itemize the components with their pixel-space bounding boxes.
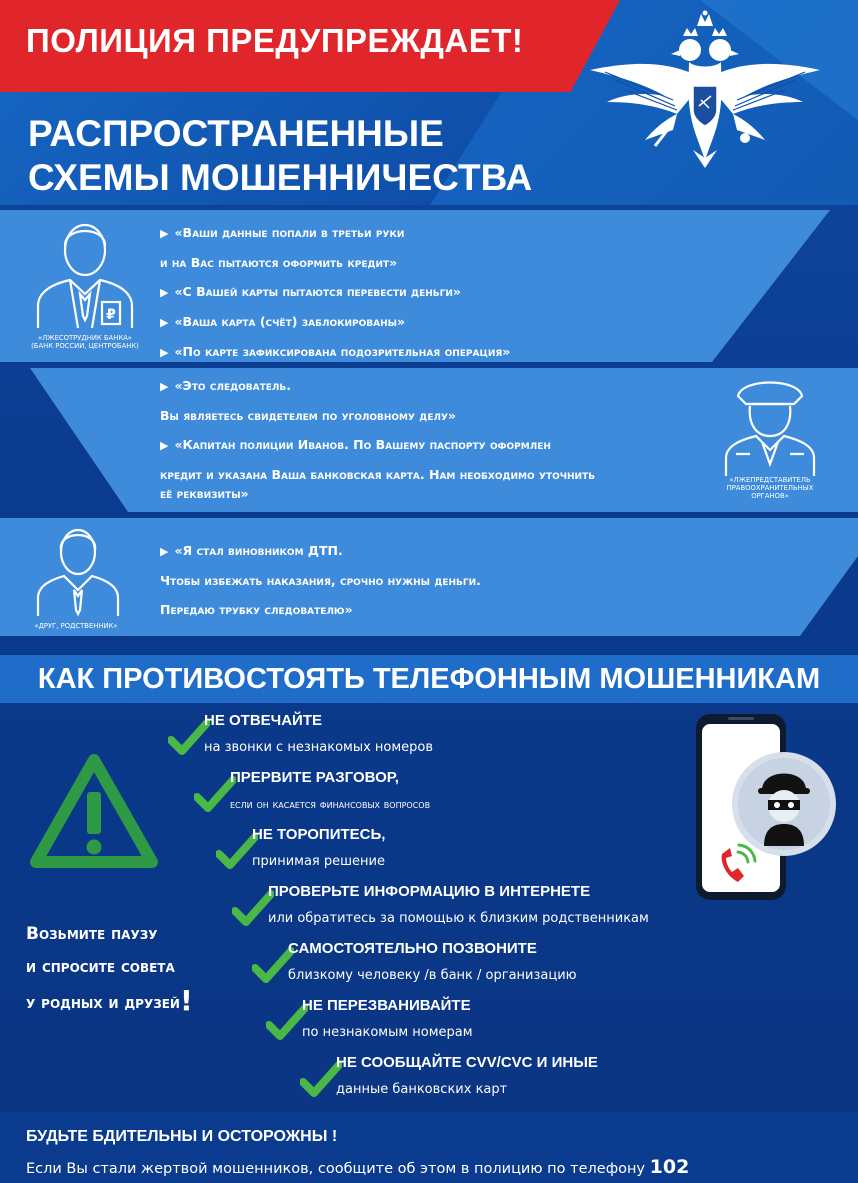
svg-text:₽: ₽ — [106, 307, 116, 323]
tip-5-text: близкому человеку /в банк / организацию — [288, 968, 577, 983]
bank-phrase-4: ▶ «По карте зафиксирована подозрительная операция» — [160, 337, 510, 367]
pause-advice-line3-text: у родных и друзей — [26, 993, 180, 1013]
tip-1-text: на звонки с незнакомых номеров — [204, 740, 434, 755]
resist-title: КАК ПРОТИВОСТОЯТЬ ТЕЛЕФОННЫМ МОШЕННИКАМ — [37, 663, 821, 695]
double-headed-eagle-emblem-icon — [585, 10, 825, 170]
tip-2-text: если он касается финансовых вопросов — [230, 797, 431, 811]
bank-phrase-3: ▶ «Ваша карта (счёт) заблокированы» — [160, 307, 510, 337]
police-phone-number: 102 — [649, 1156, 690, 1178]
police-officer-caption-line3: ОРГАНОВ» — [751, 492, 789, 500]
footer-report — [26, 1156, 689, 1178]
page-title-line1: РАСПРОСТРАНЕННЫЕ — [28, 113, 444, 154]
pause-advice-line1: Возьмите паузу — [26, 924, 158, 944]
police-officer-caption — [700, 476, 840, 500]
page-title-line2: СХЕМЫ МОШЕННИЧЕСТВА — [28, 157, 533, 198]
bank-employee-icon — [30, 216, 140, 330]
footer-warning: БУДЬТЕ БДИТЕЛЬНЫ И ОСТОРОЖНЫ ! — [26, 1128, 338, 1145]
bank-phrase-1-cont: и на Вас пытаются оформить кредит» — [160, 255, 398, 270]
bank-phrase-1: ▶ «Ваши данные попали в третьи руки — [160, 218, 510, 248]
scheme-band-bank — [0, 210, 858, 362]
police-scheme-phrases — [160, 371, 595, 508]
warning-triangle-icon — [30, 752, 158, 870]
pause-advice-line2: и спросите совета — [26, 957, 175, 977]
tip-6-heading: НЕ ПЕРЕЗВАНИВАЙТЕ — [302, 997, 471, 1014]
page-title — [28, 112, 532, 200]
police-phrase-2-end: её реквизиты» — [160, 486, 249, 501]
bank-employee-caption-line1: «ЛЖЕСОТРУДНИК БАНКА» — [38, 334, 132, 342]
tip-7-text: данные банковских карт — [336, 1082, 508, 1097]
relative-phrase-1-end: Передаю трубку следователю» — [160, 602, 353, 617]
relative-phrase-1: ▶ «Я стал виновником ДТП. — [160, 536, 481, 566]
bank-employee-caption-line2: (БАНК РОССИИ, ЦЕНТРОБАНК) — [31, 342, 139, 350]
pause-advice — [26, 918, 193, 1020]
police-officer-caption-line1: «ЛЖЕПРЕДСТАВИТЕЛЬ — [729, 476, 811, 484]
bank-scheme-phrases — [160, 218, 510, 367]
police-phrase-1-cont: Вы являетесь свидетелем по уголовному делу» — [160, 408, 456, 423]
tip-4-text: или обратитесь за помощью к близким родственникам — [268, 911, 649, 926]
tip-3-text: принимая решение — [252, 854, 385, 869]
banner-text: ПОЛИЦИЯ ПРЕДУПРЕЖДАЕТ! — [26, 22, 524, 59]
tip-6-text: по незнакомым номерам — [302, 1025, 473, 1040]
pause-advice-exclamation: ! — [179, 984, 193, 1017]
police-phrase-1: ▶ «Это следователь. — [160, 371, 595, 401]
police-phrase-2: ▶ «Капитан полиции Иванов. По Вашему паспорту оформлен — [160, 430, 595, 460]
tip-4-heading: ПРОВЕРЬТЕ ИНФОРМАЦИЮ В ИНТЕРНЕТЕ — [268, 883, 591, 900]
tip-1-heading: НЕ ОТВЕЧАЙТЕ — [204, 712, 322, 729]
footer-report-text: Если Вы стали жертвой мошенников, сообщите об этом в полицию по телефону — [26, 1161, 646, 1177]
pause-advice-line3 — [26, 984, 193, 1020]
scam-call-phone-icon — [692, 712, 842, 902]
scheme-band-police — [0, 368, 858, 512]
relative-phrase-1-cont: Чтобы избежать наказания, срочно нужны деньги. — [160, 573, 481, 588]
relative-icon — [32, 522, 124, 618]
bank-phrase-2: ▶ «С Вашей карты пытаются перевести деньги» — [160, 277, 510, 307]
bank-employee-caption — [18, 334, 152, 350]
scheme-band-relative — [0, 518, 858, 636]
tip-7-heading: НЕ СООБЩАЙТЕ CVV/CVC И ИНЫЕ — [336, 1054, 598, 1071]
tip-2-heading: ПРЕРВИТЕ РАЗГОВОР, — [230, 769, 399, 786]
police-phrase-2-cont: кредит и указана Ваша банковская карта. Нам необходимо уточнить — [160, 467, 596, 482]
police-officer-caption-line2: ПРАВООХРАНИТЕЛЬНЫХ — [726, 484, 814, 492]
tip-3-heading: НЕ ТОРОПИТЕСЬ, — [252, 826, 386, 843]
tip-5-heading: САМОСТОЯТЕЛЬНО ПОЗВОНИТЕ — [288, 940, 537, 957]
relative-caption: «ДРУГ, РОДСТВЕННИК» — [34, 622, 118, 630]
police-officer-icon — [722, 374, 818, 478]
relative-scheme-phrases — [160, 536, 481, 624]
